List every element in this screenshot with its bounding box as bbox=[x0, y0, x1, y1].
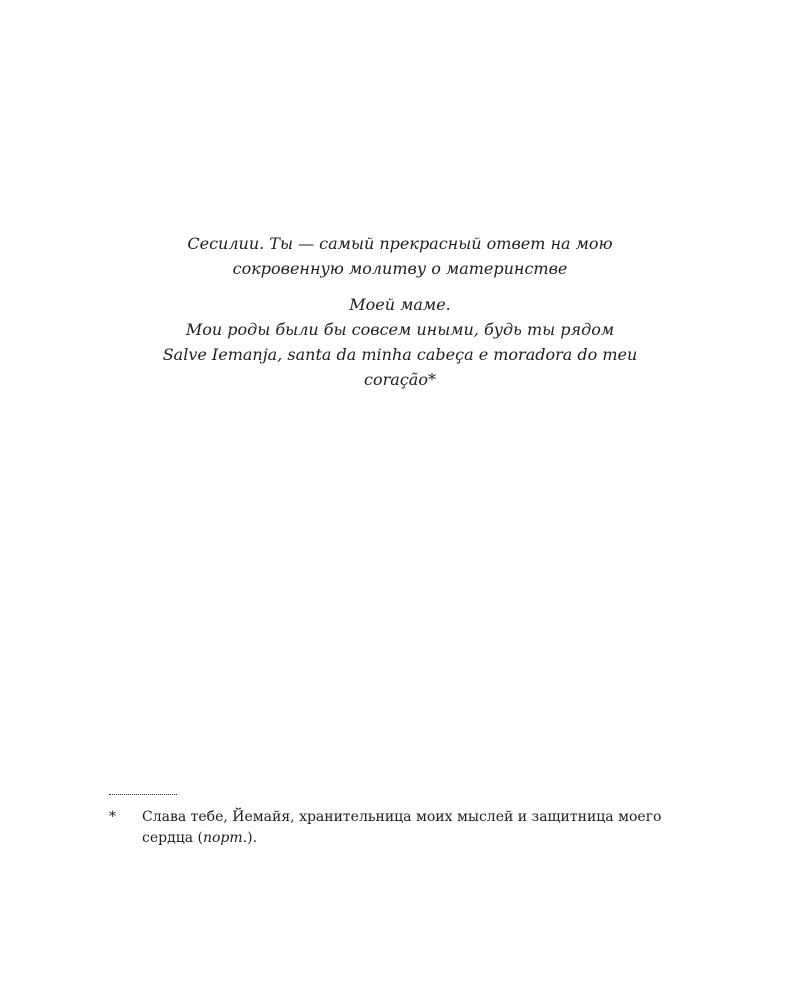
footnote-suffix: ). bbox=[247, 830, 258, 846]
dedication-mother bbox=[120, 292, 680, 392]
footnote-separator bbox=[109, 794, 177, 795]
dedication-line: coração* bbox=[364, 370, 436, 389]
dedication-line: сокровенную молитву о материнстве bbox=[232, 259, 568, 278]
dedication-line: Сесилии. Ты — самый прекрасный ответ на мою bbox=[187, 234, 613, 253]
footnote-language: порт. bbox=[202, 830, 248, 846]
dedication-line: Моей маме. bbox=[349, 295, 451, 314]
dedication-line: Мои роды были бы совсем иными, будь ты рядом bbox=[185, 320, 615, 339]
dedication-line: Salve Iemanja, santa da minha cabeça e moradora do meu bbox=[162, 345, 638, 364]
footnote-text bbox=[142, 807, 694, 849]
footnote-mark: * bbox=[109, 809, 116, 825]
footnote bbox=[109, 807, 694, 849]
footnote-body: Слава тебе, Йемайя, хранительница моих мыслей и защитница моего сердца ( bbox=[142, 809, 662, 846]
dedication-cecilia bbox=[120, 231, 680, 281]
